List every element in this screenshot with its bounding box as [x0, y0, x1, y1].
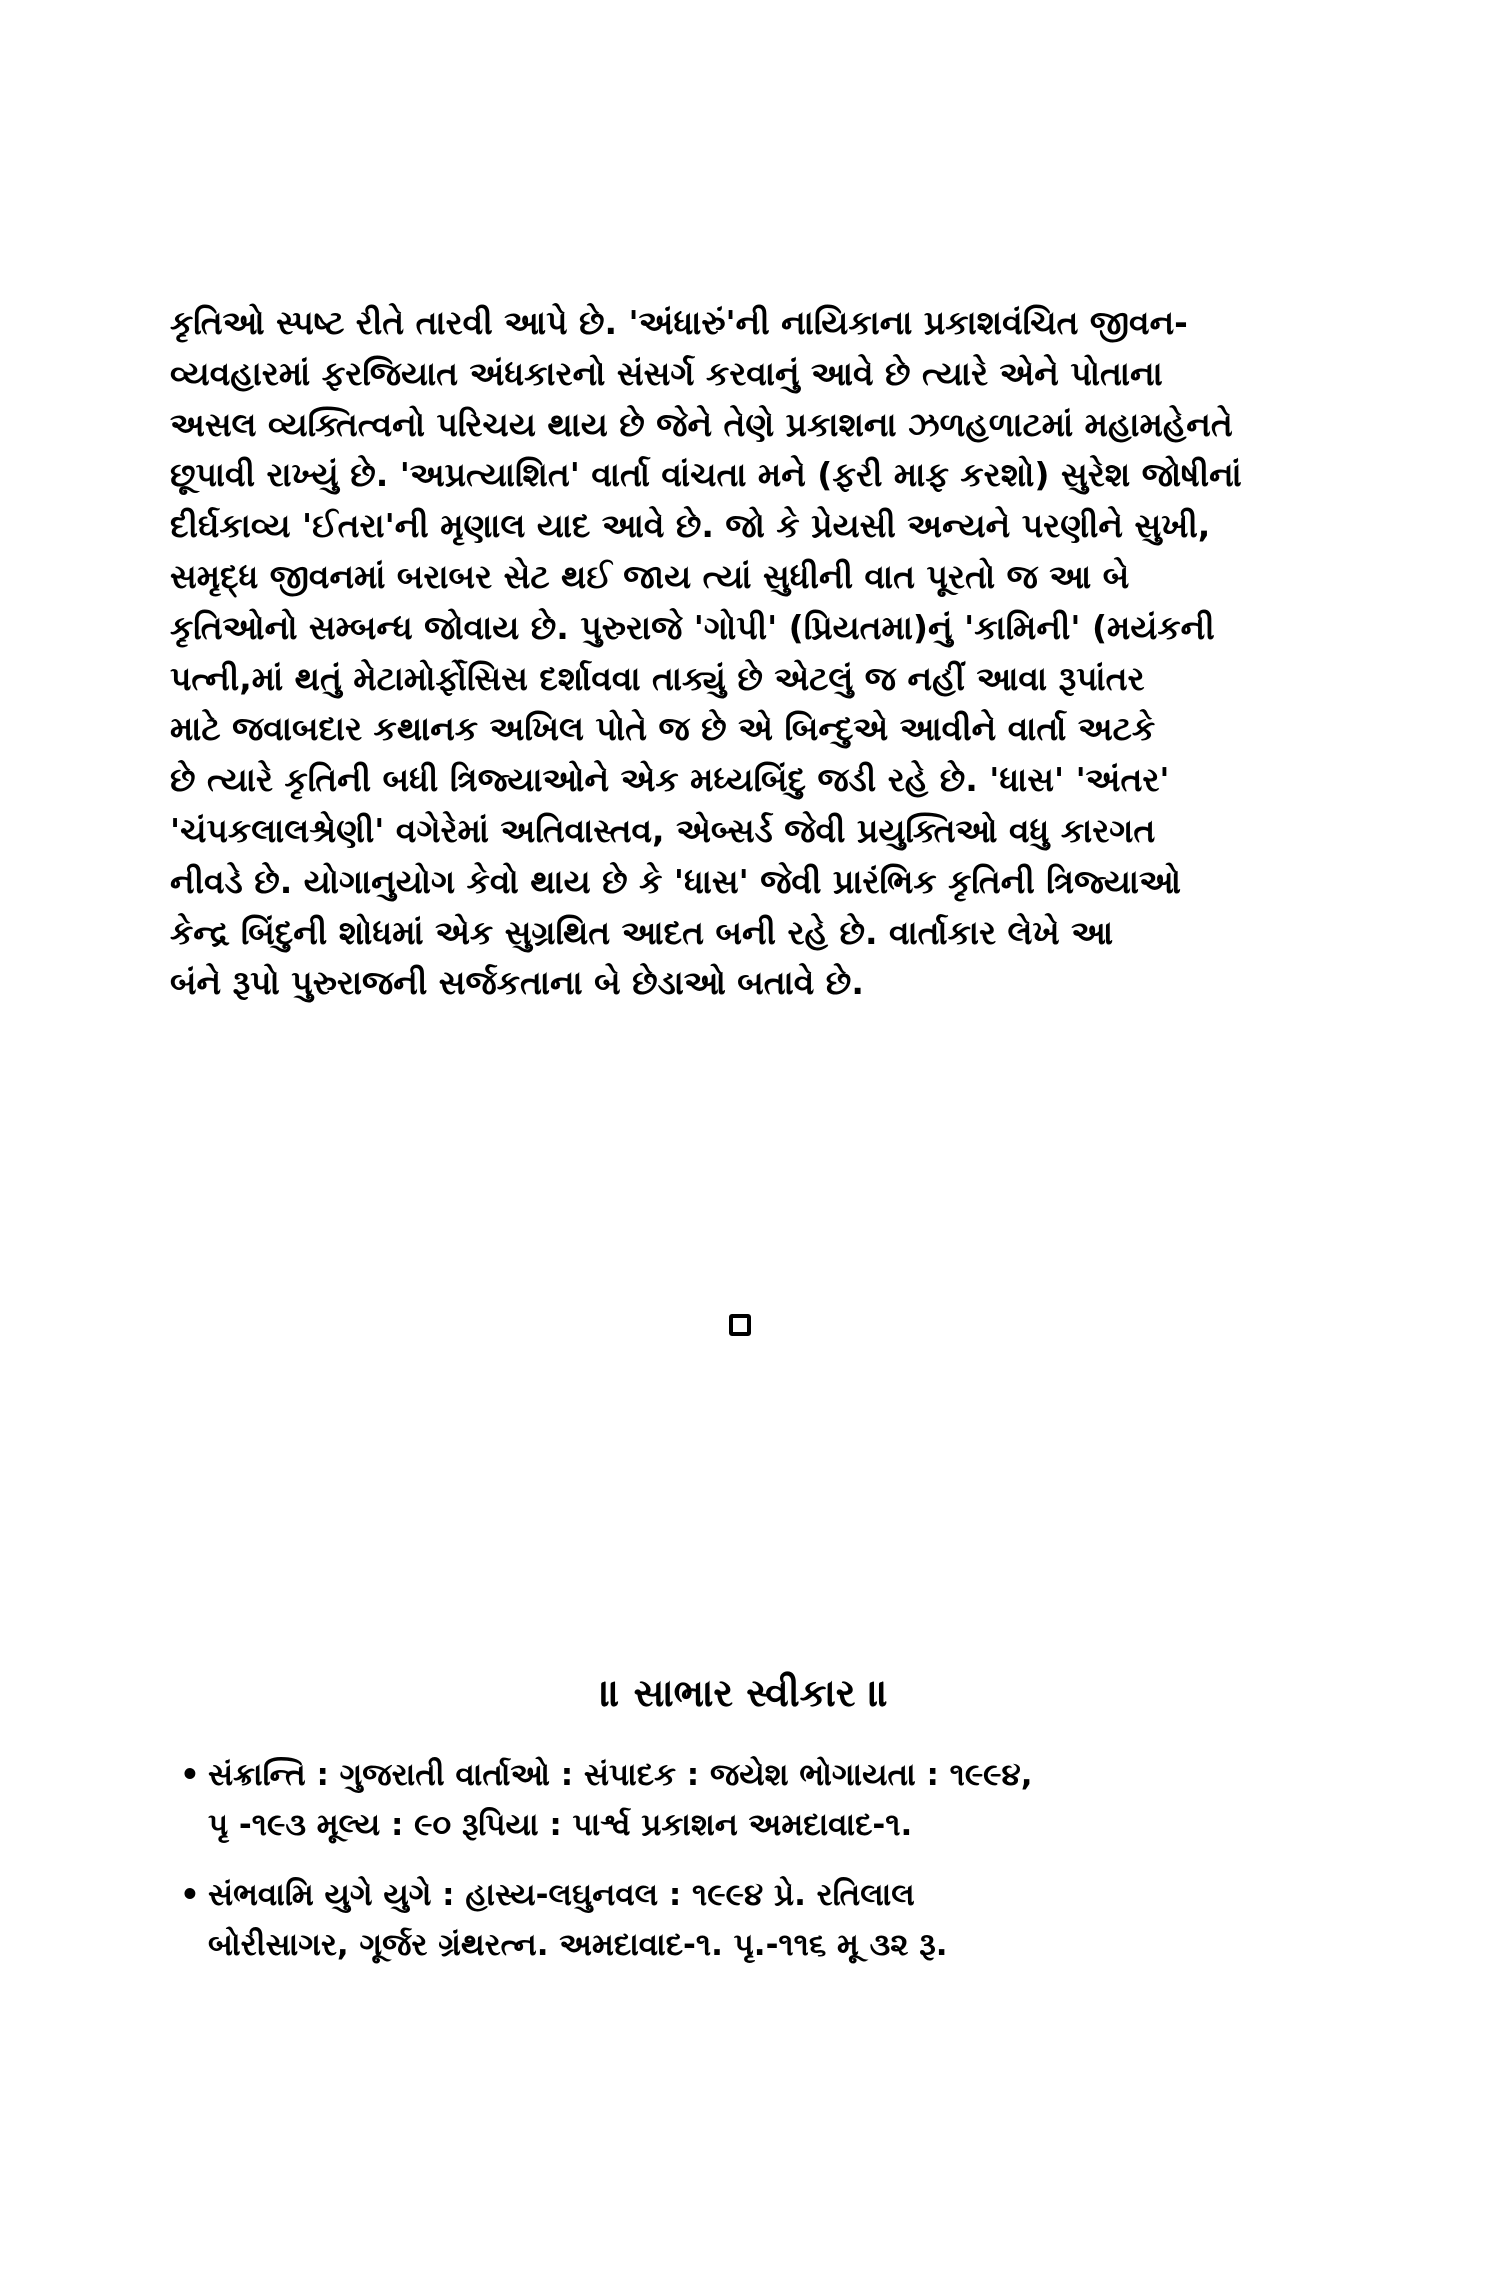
paragraph-line: કૃતિઓ સ્પષ્ટ રીતે તારવી આપે છે. 'અંધારું'ની નાયિકાના પ્રકાશવંચિત જીવન-	[170, 303, 1188, 342]
paragraph-line: અસલ વ્યક્તિત્વનો પરિચય થાય છે જેને તેણે પ્રકાશના ઝળહળાટમાં મહામહેનતે	[170, 404, 1233, 444]
paragraph-line: દીર્ઘકાવ્ય 'ઈતરા'ની મૃણાલ યાદ આવે છે. જો કે પ્રેયસી અન્યને પરણીને સુખી,	[170, 506, 1211, 546]
acknowledgement-list	[180, 1750, 1330, 1990]
paragraph-line: પત્ની,માં થતું મેટામોર્ફોસિસ દર્શાવવા તાક્યું છે એટલું જ નહીં આવા રૂપાંતર	[170, 658, 1145, 698]
acknowledgement-item	[180, 1750, 1330, 1850]
acknowledgement-line: સંભવામિ યુગે યુગે : હાસ્ય-લઘુનવલ : ૧૯૯૪ પ્રે. રતિલાલ	[208, 1877, 915, 1913]
acknowledgement-item	[180, 1870, 1330, 1970]
bullet-icon: •	[180, 1877, 200, 1913]
paragraph-line: માટે જવાબદાર કથાનક અખિલ પોતે જ છે એ બિન્દુએ આવીને વાર્તા અટકે	[170, 709, 1156, 749]
paragraph-line: કૃતિઓનો સમ્બન્ધ જોવાય છે. પુરુરાજે 'ગોપી' (પ્રિયતમા)નું 'કામિની' (મયંકની	[170, 607, 1215, 647]
bullet-icon: •	[180, 1757, 200, 1793]
paragraph-line: વ્યવહારમાં ફરજિયાત અંધકારનો સંસર્ગ કરવાનું આવે છે ત્યારે એને પોતાના	[170, 353, 1163, 393]
paragraph-line: કેન્દ્ર બિંદુની શોધમાં એક સુગ્રથિત આદત બની રહે છે. વાર્તાકાર લેખે આ	[170, 912, 1114, 952]
acknowledgement-line: બોરીસાગર, ગૂર્જર ગ્રંથરત્ન. અમદાવાદ-૧. પૃ.-૧૧૬ મૂ ૩૨ રૂ.	[208, 1927, 948, 1963]
acknowledgement-line: પૃ -૧૯૩ મૂલ્ય : ૯૦ રૂપિયા : પાર્શ્વ પ્રકાશન અમદાવાદ-૧.	[208, 1807, 913, 1843]
paragraph-line: સમૃદ્ધ જીવનમાં બરાબર સેટ થઈ જાય ત્યાં સુધીની વાત પૂરતો જ આ બે	[170, 556, 1130, 596]
acknowledgement-line: સંક્રાન્તિ : ગુજરાતી વાર્તાઓ : સંપાદક : જયેશ ભોગાયતા : ૧૯૯૪,	[208, 1757, 1033, 1793]
acknowledgement-heading: ॥ સાભાર સ્વીકાર ॥	[600, 1671, 889, 1715]
paragraph-line: 'ચંપકલાલશ્રેણી' વગેરેમાં અતિવાસ્તવ, એબ્સર્ડ જેવી પ્રયુક્તિઓ વધુ કારગત	[170, 810, 1156, 850]
body-paragraph	[170, 298, 1320, 1009]
paragraph-line: છૂપાવી રાખ્યું છે. 'અપ્રત્યાશિત' વાર્તા વાંચતા મને (ફરી માફ કરશો) સુરેશ જોષીનાં	[170, 455, 1242, 495]
paragraph-line: બંને રૂપો પુરુરાજની સર્જકતાના બે છેડાઓ બતાવે છે.	[170, 963, 864, 1003]
paragraph-line: છે ત્યારે કૃતિની બધી ત્રિજ્યાઓને એક મધ્યબિંદુ જડી રહે છે. 'ધાસ' 'અંતર'	[170, 760, 1170, 800]
section-end-square-icon	[729, 1314, 751, 1336]
paragraph-line: નીવડે છે. યોગાનુયોગ કેવો થાય છે કે 'ધાસ' જેવી પ્રારંભિક કૃતિની ત્રિજ્યાઓ	[170, 861, 1181, 901]
